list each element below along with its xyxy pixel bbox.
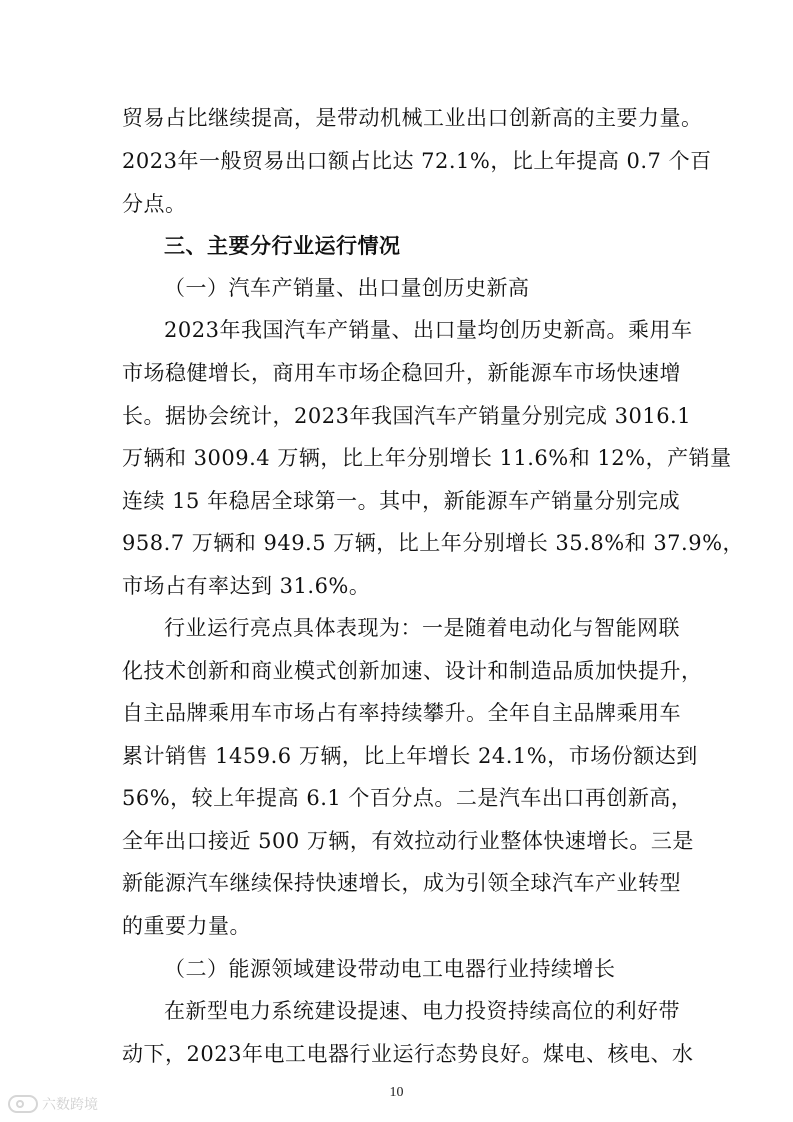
body-line: 连续 15 年稳居全球第一。其中，新能源车产销量分别完成 <box>122 489 681 513</box>
body-line: 958.7 万辆和 949.5 万辆，比上年分别增长 35.8%和 37.9%， <box>122 531 745 555</box>
body-line: 的重要力量。 <box>122 914 251 938</box>
body-line: 化技术创新和商业模式创新加速、设计和制造品质加快提升， <box>122 659 703 683</box>
page-number: 10 <box>389 1085 404 1100</box>
section-heading: 三、主要分行业运行情况 <box>164 234 401 258</box>
link-logo-icon <box>8 1095 38 1113</box>
body-line: 市场占有率达到 31.6%。 <box>122 574 371 598</box>
body-line: 动下，2023年电工电器行业运行态势良好。煤电、核电、水 <box>122 1042 694 1066</box>
body-line: 新能源汽车继续保持快速增长，成为引领全球汽车产业转型 <box>122 871 681 895</box>
body-line: 贸易占比继续提高，是带动机械工业出口创新高的主要力量。 <box>122 106 703 130</box>
body-line: 2023年我国汽车产销量、出口量均创历史新高。乘用车 <box>164 318 693 342</box>
body-line: 长。据协会统计，2023年我国汽车产销量分别完成 3016.1 <box>122 404 692 428</box>
watermark-text: 六数跨境 <box>42 1097 98 1113</box>
body-line: 全年出口接近 500 万辆，有效拉动行业整体快速增长。三是 <box>122 829 694 853</box>
body-line: 累计销售 1459.6 万辆，比上年增长 24.1%，市场份额达到 <box>122 744 698 768</box>
body-line: 56%，较上年提高 6.1 个百分点。二是汽车出口再创新高， <box>122 786 693 810</box>
body-line: 2023年一般贸易出口额占比达 72.1%，比上年提高 0.7 个百 <box>122 149 712 173</box>
body-line: 在新型电力系统建设提速、电力投资持续高位的利好带 <box>164 999 680 1023</box>
body-line: 万辆和 3009.4 万辆，比上年分别增长 11.6%和 12%，产销量 <box>122 446 732 470</box>
subsection-heading: （一）汽车产销量、出口量创历史新高 <box>164 276 530 300</box>
body-line: 行业运行亮点具体表现为：一是随着电动化与智能网联 <box>164 616 680 640</box>
subsection-heading: （二）能源领域建设带动电工电器行业持续增长 <box>164 957 616 981</box>
body-line: 分点。 <box>122 192 187 216</box>
body-line: 自主品牌乘用车市场占有率持续攀升。全年自主品牌乘用车 <box>122 701 681 725</box>
watermark <box>8 1094 98 1114</box>
body-line: 市场稳健增长，商用车市场企稳回升，新能源车市场快速增 <box>122 361 681 385</box>
